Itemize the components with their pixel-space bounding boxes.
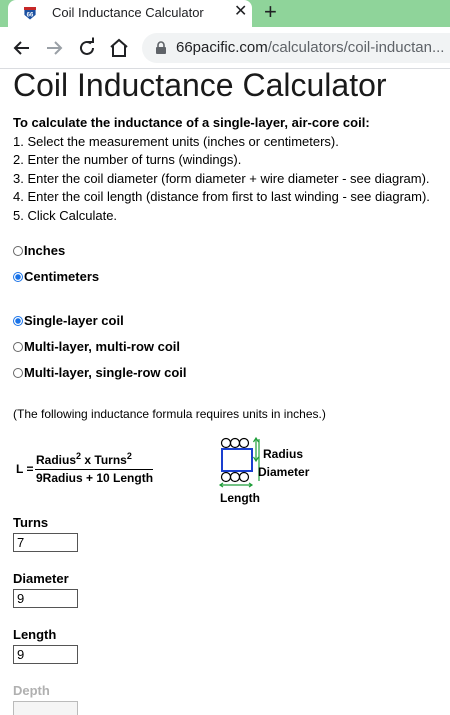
reload-icon[interactable] <box>75 36 99 60</box>
new-tab-icon[interactable]: + <box>264 0 277 24</box>
formula-lhs: L = <box>16 462 34 476</box>
instruction-step: 2. Enter the number of turns (windings). <box>13 152 242 167</box>
formula-note: (The following inductance formula requires units in inches.) <box>13 407 326 421</box>
url-host: 66pacific.com <box>176 39 268 56</box>
instructions <box>13 114 443 225</box>
depth-input <box>13 701 78 715</box>
favicon-text: 66 <box>26 12 34 19</box>
formula-num-radius: Radius <box>36 453 77 467</box>
length-input[interactable] <box>13 645 78 664</box>
inches-label: Inches <box>24 243 66 258</box>
back-icon[interactable] <box>10 36 34 60</box>
turns-label: Turns <box>13 515 49 530</box>
page-title: Coil Inductance Calculator <box>13 69 387 103</box>
tab-strip <box>0 0 450 27</box>
forward-icon[interactable] <box>42 36 66 60</box>
browser-toolbar <box>0 27 450 69</box>
instruction-step: 3. Enter the coil diameter (form diameter + wire diameter - see diagram). <box>13 170 430 186</box>
diameter-input[interactable] <box>13 589 78 608</box>
home-icon[interactable] <box>107 36 131 60</box>
address-bar[interactable] <box>142 33 450 63</box>
tab-title: Coil Inductance Calculator <box>52 5 204 20</box>
coil-diagram <box>218 436 318 506</box>
diameter-label: Diameter <box>13 571 69 586</box>
single-layer-radio[interactable] <box>13 316 23 326</box>
lock-icon <box>154 41 168 55</box>
multi-row-label: Multi-layer, multi-row coil <box>24 339 181 354</box>
turns-input[interactable] <box>13 533 78 552</box>
site-favicon-icon <box>22 5 38 21</box>
formula-exp-turns: 2 <box>126 451 132 461</box>
single-layer-label: Single-layer coil <box>24 313 124 328</box>
formula-exp-radius: 2 <box>76 451 82 461</box>
instruction-step: 5. Click Calculate. <box>13 207 118 223</box>
url-text <box>176 39 444 56</box>
formula-denominator: 9Radius + 10 Length <box>36 471 154 485</box>
inductance-formula <box>16 449 156 489</box>
page-content <box>0 69 450 715</box>
formula-numerator <box>36 451 132 467</box>
inches-radio[interactable] <box>13 246 23 256</box>
formula-fraction-bar <box>35 469 153 470</box>
instruction-step: 4. Enter the coil length (distance from first to last winding - see diagram). <box>13 189 430 204</box>
close-tab-icon[interactable]: ✕ <box>234 3 248 20</box>
formula-num-turns: x Turns <box>81 453 127 467</box>
single-row-label: Multi-layer, single-row coil <box>24 365 187 380</box>
length-label: Length <box>13 627 57 642</box>
diagram-radius-label: Radius <box>263 447 304 461</box>
centimeters-label: Centimeters <box>24 269 100 284</box>
centimeters-radio[interactable] <box>13 272 23 282</box>
multi-row-radio[interactable] <box>13 342 23 352</box>
diagram-diameter-label: Diameter <box>258 465 310 479</box>
single-row-radio[interactable] <box>13 368 23 378</box>
diagram-length-label: Length <box>220 491 260 505</box>
browser-tab[interactable] <box>8 0 252 27</box>
url-path: /calculators/coil-inductan... <box>267 39 445 56</box>
instructions-lead: To calculate the inductance of a single-layer, air-core coil: <box>13 115 370 130</box>
depth-label: Depth <box>13 683 50 698</box>
instruction-step: 1. Select the measurement units (inches or centimeters). <box>13 133 339 149</box>
